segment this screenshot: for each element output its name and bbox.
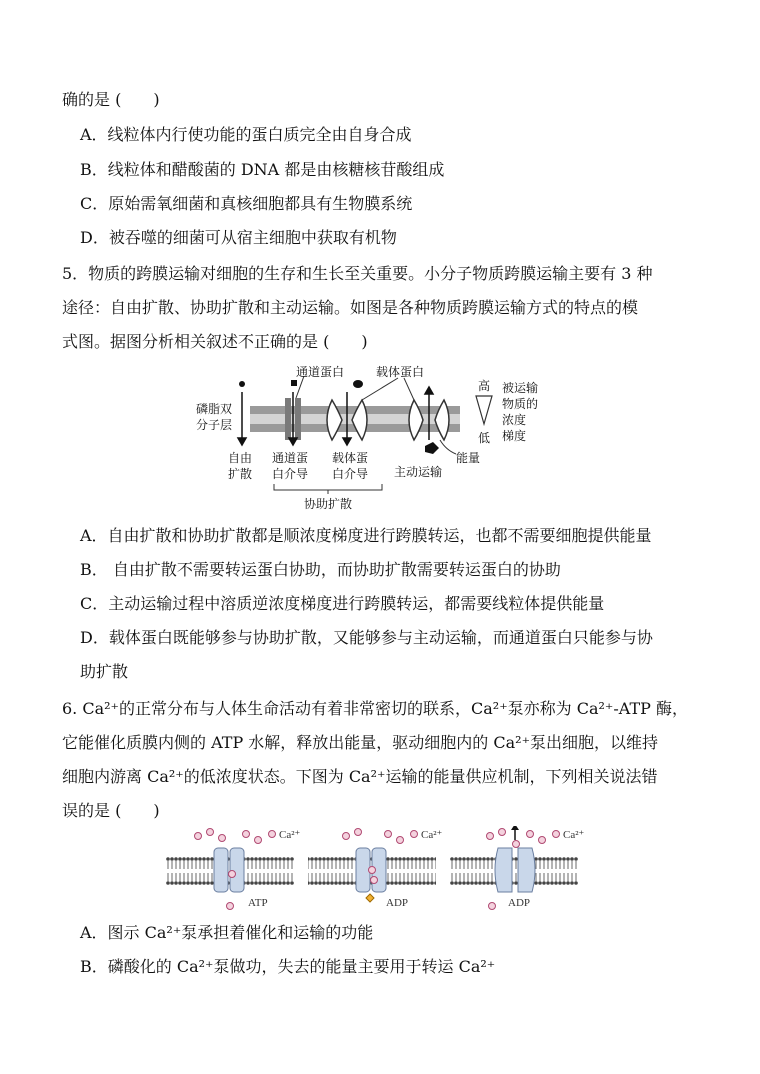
ion-label-2: Ca²⁺ [421, 829, 443, 841]
legend-ion-2 [411, 831, 418, 838]
gradient-label-2: 物质的 [502, 397, 539, 411]
q5-option-d-line-1: D．载体蛋白既能够参与协助扩散，又能够参与主动运输，而通道蛋白只能参与协 [80, 628, 653, 647]
q5-stem-line-3: 式图。据图分析相关叙述不正确的是 ( ) [62, 332, 368, 351]
pump-panel-3 [450, 826, 585, 910]
energy-label: 能量 [456, 451, 481, 465]
q4-option-c: C．原始需氧细菌和真核细胞都具有生物膜系统 [80, 194, 413, 213]
facilitated-diffusion-label: 协助扩散 [304, 497, 353, 511]
pump-panel-2 [308, 829, 443, 910]
q4-option-b: B．线粒体和醋酸菌的 DNA 都是由核糖核苷酸组成 [80, 160, 445, 179]
channel-molecule [291, 380, 297, 386]
bilayer-label-2: 分子层 [196, 418, 233, 432]
low-label: 低 [478, 431, 491, 445]
q6-option-b: B．磷酸化的 Ca²⁺泵做功，失去的能量主要用于转运 Ca²⁺ [80, 957, 496, 976]
q4-option-a: A．线粒体内行使功能的蛋白质完全由自身合成 [80, 125, 412, 144]
channel-mediated-label-1: 通道蛋 [272, 451, 309, 465]
q5-option-c: C．主动运输过程中溶质逆浓度梯度进行跨膜转运，都需要线粒体提供能量 [80, 594, 605, 613]
pump-subunit-left-1 [214, 848, 228, 892]
pump-subunit-left-2 [356, 848, 370, 892]
q5-stem-line-1: 5．物质的跨膜运输对细胞的生存和生长至关重要。小分子物质跨膜运输主要有 3 种 [62, 264, 653, 283]
membrane-3 [450, 856, 578, 886]
legend-ion-3 [553, 831, 560, 838]
pump-subunit-right-3 [518, 848, 535, 892]
adp-label-2: ADP [508, 897, 531, 909]
legend-ion-1 [269, 831, 276, 838]
q5-stem-line-2: 途径：自由扩散、协助扩散和主动运输。如图是各种物质跨膜运输方式的特点的模 [62, 298, 639, 317]
adp-label-1: ADP [386, 897, 409, 909]
carrier-mediated-label-2: 白介导 [332, 467, 369, 481]
active-transport-molecule [425, 442, 439, 454]
free-diffusion-molecule [239, 381, 245, 387]
active-transport-label: 主动运输 [394, 465, 443, 479]
atp-label: ATP [248, 897, 268, 909]
free-diffusion-label-2: 扩散 [228, 467, 253, 481]
channel-protein-label: 通道蛋白 [296, 365, 345, 379]
carrier-protein-label: 载体蛋白 [376, 365, 425, 379]
q6-stem-line-3: 细胞内游离 Ca²⁺的低浓度状态。下图为 Ca²⁺运输的能量供应机制，下列相关说法错 [62, 767, 658, 786]
pump-subunit-left-3 [495, 848, 512, 892]
ion-label-3: Ca²⁺ [563, 829, 585, 841]
carrier-molecule [353, 380, 363, 388]
carrier-mediated-label-1: 载体蛋 [332, 451, 369, 465]
gradient-label-1: 被运输 [502, 381, 539, 395]
channel-mediated-label-2: 白介导 [272, 467, 309, 481]
facilitated-bracket [274, 484, 382, 490]
pump-panel-1 [166, 829, 301, 910]
free-diffusion-label-1: 自由 [228, 451, 253, 465]
gradient-label-3: 浓度 [502, 413, 527, 427]
q6-stem-line-2: 它能催化质膜内侧的 ATP 水解，释放出能量，驱动细胞内的 Ca²⁺泵出细胞，以维持 [62, 733, 659, 752]
gradient-triangle [476, 396, 492, 424]
q5-option-d-line-2: 助扩散 [80, 662, 129, 681]
ion-label-1: Ca²⁺ [279, 829, 301, 841]
high-label: 高 [478, 379, 491, 393]
q6-stem-line-4: 误的是 ( ) [62, 801, 160, 820]
q5-option-b: B． 自由扩散不需要转运蛋白协助，而协助扩散需要转运蛋白的协助 [80, 560, 561, 579]
pump-subunit-right-1 [230, 848, 244, 892]
q6-stem-line-1: 6. Ca²⁺的正常分布与人体生命活动有着非常密切的联系，Ca²⁺泵亦称为 Ca²⁺-ATP 酶， [62, 699, 688, 718]
export-arrowhead [511, 826, 519, 830]
bilayer-label-1: 磷脂双 [196, 402, 233, 416]
q4-stem-tail: 确的是 ( ) [62, 90, 160, 109]
transport-figure [192, 362, 572, 514]
q6-option-a: A．图示 Ca²⁺泵承担着催化和运输的功能 [80, 923, 374, 942]
calcium-pump-figure [162, 826, 602, 912]
gradient-label-4: 梯度 [502, 429, 527, 443]
q4-option-d: D．被吞噬的细菌可从宿主细胞中获取有机物 [80, 228, 397, 247]
phosphate-icon [366, 894, 374, 902]
q5-option-a: A．自由扩散和协助扩散都是顺浓度梯度进行跨膜转运，也都不需要细胞提供能量 [80, 526, 652, 545]
